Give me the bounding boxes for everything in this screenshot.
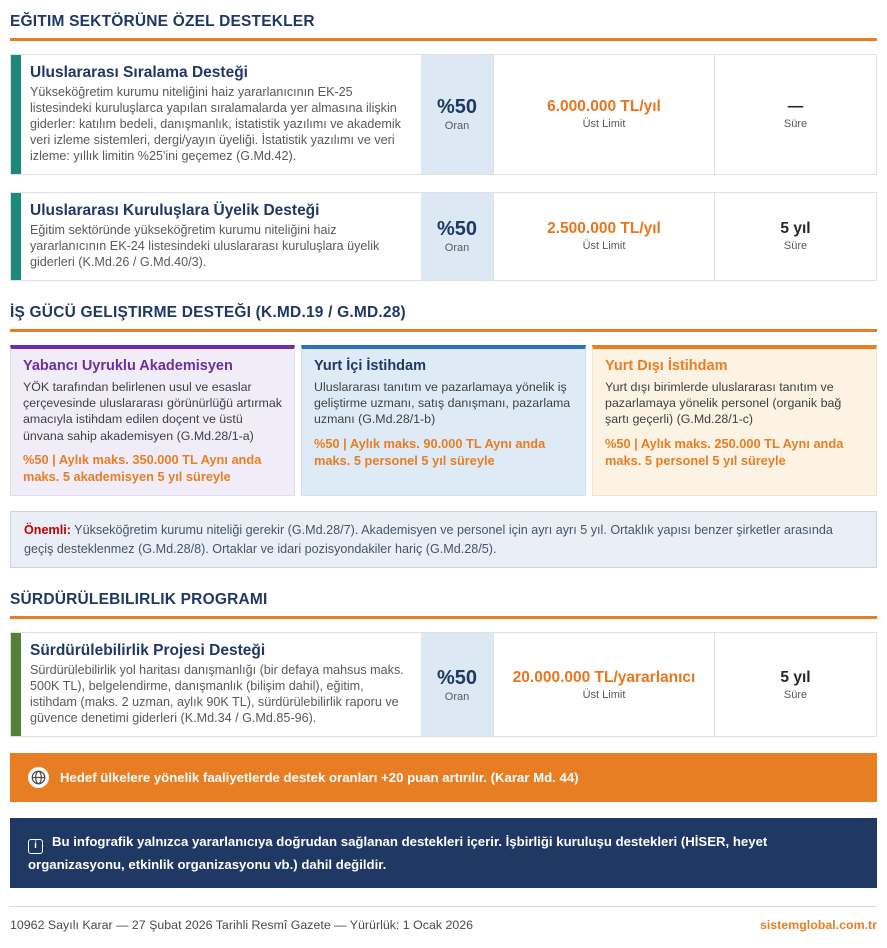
duration-value: 5 yıl [780,668,811,686]
duration-label: Süre [783,118,808,131]
column-description: Uluslararası tanıtım ve pazarlamaya yönelik iş geliştirme uzmanı, satış danışmanı, pazarlama uzmanı (G.Md.28/1-b) [314,379,571,427]
card-description: Yükseköğretim kurumu niteliğini haiz yararlanıcının EK-25 listesindeki kuruluşlarca yapılan sıralamalarda yer almasına ilişkin giderler: katılım bedeli, danışmanlık, istatistik yazılımı ve akademik veri izleme sistemleri, dergi/yayın üyeliği. İstatistik yazılımı ve veri izleme: yıllık limitin %25'ini geçemez (G.Md.42). [30,85,401,163]
info-banner [10,818,877,888]
duration-cell [714,193,876,280]
column-stat: %50 | Aylık maks. 350.000 TL Aynı anda maks. 5 akademisyen 5 yıl süreyle [23,451,262,484]
column-foreign-employment [592,345,877,496]
card-title: Uluslararası Sıralama Desteği [30,64,248,81]
section-divider-rule [10,329,877,332]
rate-label: Oran [444,690,470,703]
card-text-area [21,193,421,280]
duration-label: Süre [783,688,808,701]
limit-cell [493,193,714,280]
column-stat: %50 | Aylık maks. 250.000 TL Aynı anda maks. 5 personel 5 yıl süreyle [605,435,844,468]
card-accent-bar [11,55,21,174]
duration-label: Süre [783,240,808,253]
column-title: Yurt İçi İstihdam [314,357,426,374]
limit-value: 20.000.000 TL/yararlanıcı [512,668,696,686]
section-divider-rule [10,616,877,619]
support-card-sustainability [10,632,877,737]
column-description: YÖK tarafından belirlenen usul ve esaslar çerçevesinde uluslararası görünürlüğü artırmak amacıyla istihdam edilen doçent ve üstü ünvana sahip akademisyen (G.Md.28/1-a) [23,379,282,443]
column-description: Yurt dışı birimlerde uluslararası tanıtım ve pazarlamaya yönelik personel (organik bağ şartı geçerli) (G.Md.28/1-c) [605,379,842,427]
important-note-label: Önemli: [24,522,71,537]
limit-value: 2.500.000 TL/yıl [547,220,661,238]
rate-label: Oran [444,120,470,133]
rate-label: Oran [444,242,470,255]
workforce-columns [10,345,877,496]
rate-cell [421,633,493,736]
limit-label: Üst Limit [582,240,626,253]
duration-value: — [787,98,804,116]
duration-cell [714,55,876,174]
important-note [10,511,877,568]
rate-value: %50 [436,218,478,241]
limit-label: Üst Limit [582,688,626,701]
column-domestic-employment [301,345,586,496]
info-banner-text: Bu infografik yalnızca yararlanıcıya doğrudan sağlanan destekleri içerir. İşbirliği kuruluşu destekleri (HİSER, heyet organizasyonu, etkinlik organizasyonu vb.) dahil değildir. [28,834,768,872]
limit-cell [493,633,714,736]
column-title: Yabancı Uyruklu Akademisyen [23,357,233,374]
card-text-area [21,633,421,736]
rate-value: %50 [436,96,478,119]
footer-website-link[interactable]: sistemglobal.com.tr [759,917,877,932]
card-title: Uluslararası Kuruluşlara Üyelik Desteği [30,201,320,219]
column-stat: %50 | Aylık maks. 90.000 TL Aynı anda maks. 5 personel 5 yıl süreyle [314,435,546,468]
card-description: Eğitim sektöründe yükseköğretim kurumu niteliğini haiz yararlanıcının EK-24 listesindeki uluslararası kuruluşlara üyelik giderleri (K.Md.26 / G.Md.40/3). [30,222,380,269]
card-accent-bar [11,633,21,736]
target-countries-banner [10,753,877,802]
footer-legal-text: 10962 Sayılı Karar — 27 Şubat 2026 Tarihli Resmî Gazete — Yürürlük: 1 Ocak 2026 [10,917,474,932]
globe-icon [28,767,49,788]
footer [10,906,877,932]
info-icon: i [28,839,43,854]
column-foreign-academic [10,345,295,496]
support-card-membership [10,192,877,281]
rate-cell [421,55,493,174]
target-countries-banner-text: Hedef ülkelere yönelik faaliyetlerde destek oranları +20 puan artırılır. (Karar Md. 44) [60,770,579,786]
important-note-text: Yükseköğretim kurumu niteliği gerekir (G.Md.28/7). Akademisyen ve personel için ayrı ayrı 5 yıl. Ortaklık yapısı benzer şirketler arasında geçiş desteklenmez (G.Md.28/8). Ortaklar ve idari pozisyondakiler hariç (G.Md.28/5). [24,522,833,556]
column-title: Yurt Dışı İstihdam [605,357,728,374]
rate-value: %50 [436,666,478,689]
limit-cell [493,55,714,174]
limit-value: 6.000.000 TL/yıl [547,98,661,116]
rate-cell [421,193,493,280]
education-section-title: EĞITIM SEKTÖRÜNE ÖZEL DESTEKLER [10,13,315,30]
workforce-section-title: İŞ GÜCÜ GELIŞTIRME DESTEĞI (K.MD.19 / G.MD.28) [10,303,406,321]
limit-label: Üst Limit [582,118,626,131]
duration-cell [714,633,876,736]
card-accent-bar [11,193,21,280]
card-title: Sürdürülebilirlik Projesi Desteği [30,642,266,660]
section-divider-rule [10,38,877,41]
duration-value: 5 yıl [780,220,811,238]
card-text-area [21,55,421,174]
sustainability-section-title: SÜRDÜRÜLEBILIRLIK PROGRAMI [10,591,268,609]
support-card-ranking [10,54,877,175]
card-description: Sürdürülebilirlik yol haritası danışmanlığı (bir defaya mahsus maks. 500K TL), belgelendirme, danışmanlık (bilişim dahil), eğitim, istihdam (maks. 2 uzman, aylık 90K TL), sürdürülebilirlik raporu ve güvence denetimi giderleri (K.Md.34 / G.Md.85-96). [30,663,404,726]
